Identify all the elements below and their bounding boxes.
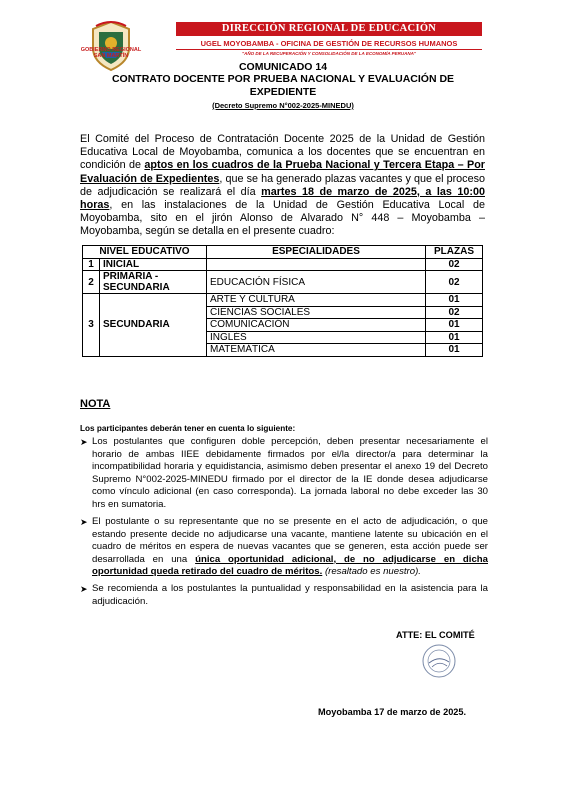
table-row: 1 INICIAL 02	[83, 258, 483, 271]
list-item: ➤ Los postulantes que configuren doble percepción, deben presentar necesariamente el horario de ambas IIEE debidamente firmados por el/la director/a para determinar la incompatibilidad horaria y equidistancia, asimismo deben presentar el anexo 19 del Decreto Supremo N°002-2025-MINEDU firmado por el director de la IE donde desea adjudicarse como vínculo adicional (en caso corresponda). La jornada laboral no debe exceder las 30 hrs en sumatoria.	[80, 436, 488, 510]
list-item: ➤ Se recomienda a los postulantes la puntualidad y responsabilidad en la asistencia para la adjudicación.	[80, 583, 488, 607]
committee-seal-icon	[421, 643, 457, 679]
table-row: 3 SECUNDARIA ARTE Y CULTURA 01	[83, 294, 483, 307]
communique-number: COMUNICADO 14	[238, 61, 328, 73]
col-header-specialty: ESPECIALIDADES	[207, 246, 426, 259]
decree-reference: (Decreto Supremo N°002-2025-MINEDU)	[212, 101, 354, 110]
year-slogan: "AÑO DE LA RECUPERACIÓN Y CONSOLIDACIÓN DE LA ECONOMÍA PERUANA"	[241, 51, 417, 56]
table-header-row	[83, 246, 483, 259]
communique-title: CONTRATO DOCENTE POR PRUEBA NACIONAL Y EVALUACIÓN DE EXPEDIENTE	[111, 73, 455, 98]
table-row: INGLÉS 01	[83, 331, 483, 344]
header-banner: DIRECCIÓN REGIONAL DE EDUCACIÓN	[176, 22, 482, 36]
header-divider	[176, 49, 482, 50]
table-row: 2 PRIMARIA - SECUNDARIA EDUCACIÓN FÍSICA 02	[83, 271, 483, 294]
signature-line: ATTE: EL COMITÉ	[396, 630, 475, 640]
table-row: CIENCIAS SOCIALES 02	[83, 306, 483, 319]
table-row: COMUNICACIÓN 01	[83, 319, 483, 332]
logo-caption: GOBIERNO REGIONAL SAN MARTÍN	[80, 47, 142, 59]
col-header-level: NIVEL EDUCATIVO	[83, 246, 207, 259]
col-header-plazas: PLAZAS	[426, 246, 483, 259]
nota-heading: NOTA	[80, 398, 111, 410]
arrow-bullet-icon: ➤	[80, 437, 88, 447]
nota-intro: Los participantes deberán tener en cuenta lo siguiente:	[80, 424, 296, 433]
arrow-bullet-icon: ➤	[80, 584, 88, 594]
intro-paragraph: El Comité del Proceso de Contratación Docente 2025 de la Unidad de Gestión Educativa Local de Moyobamba, comunica a los docentes que se encuentran en condición de aptos en los cuadros de la Prueba Nacional y Tercera Etapa – Por Evaluación de Expedientes, que se ha generado plazas vacantes y que el proceso de adjudicación se realizará el día martes 18 de marzo de 2025, a las 10:00 horas, en las instalaciones de la Unidad de Gestión Educativa Local de Moyobamba, sito en el jirón Alonso de Alvarado N° 448 – Moyobamba – Moyobamba, según se detalla en el presente cuadro:	[80, 133, 485, 238]
table-row: MATEMÁTICA 01	[83, 344, 483, 357]
list-item: ➤ El postulante o su representante que no se presente en el acto de adjudicación, o que estando presente decide no adjudicarse una vacante, mantiene latente su ubicación en el cuadro de méritos en espera de nuevas vacantes que se generen, esta acción puede ser desarrollada en una única oportunidad adicional, de no adjudicarse en dicha oportunidad queda retirado del cuadro de méritos. (resaltado es nuestro).	[80, 516, 488, 578]
arrow-bullet-icon: ➤	[80, 517, 88, 527]
apt-condition: aptos en los cuadros de la Prueba Nacional y Tercera Etapa – Por Evaluación de Expedientes	[80, 159, 485, 185]
vacancies-table	[82, 245, 483, 357]
place-date: Moyobamba 17 de marzo de 2025.	[318, 707, 467, 717]
adjudication-datetime: martes 18 de marzo de 2025, a las 10:00 horas	[80, 185, 485, 212]
office-subtitle: UGEL MOYOBAMBA - OFICINA DE GESTIÓN DE RECURSOS HUMANOS	[200, 39, 458, 48]
